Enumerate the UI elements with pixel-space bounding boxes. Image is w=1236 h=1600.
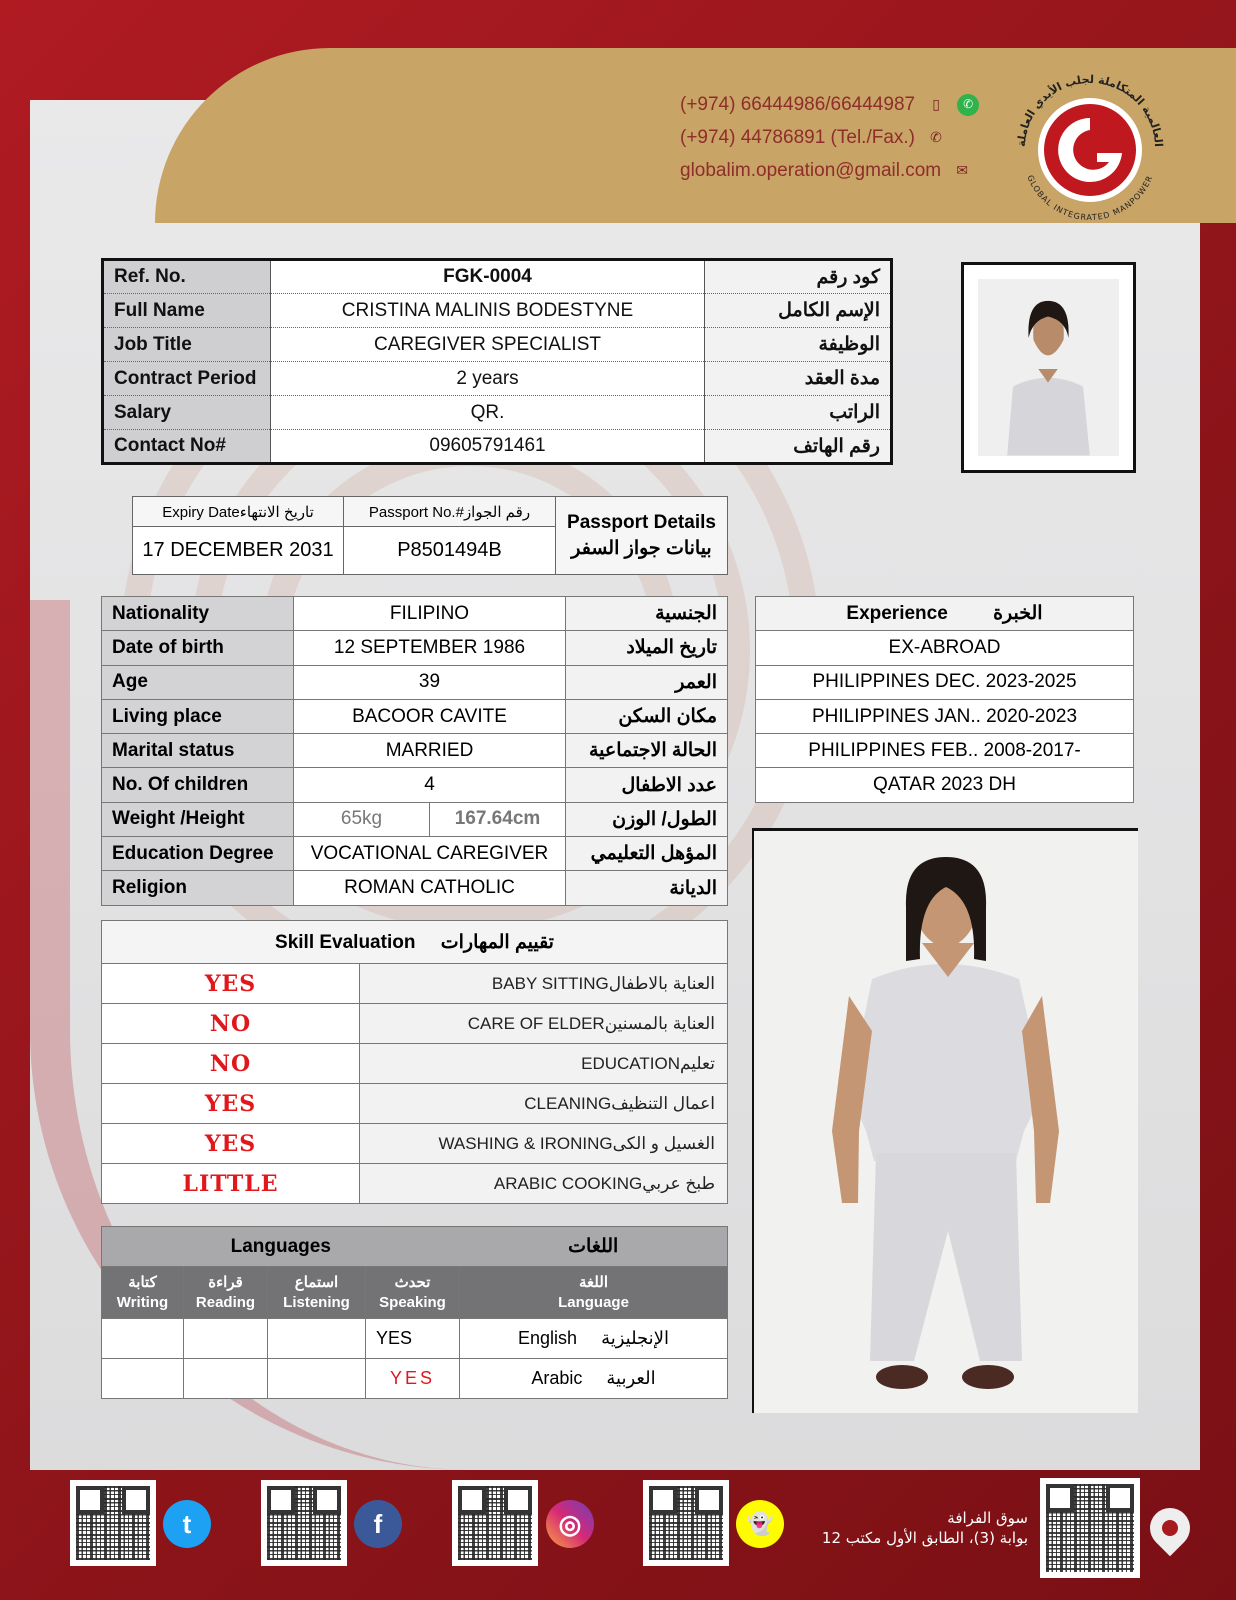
info-row [102, 665, 728, 699]
svg-text:GLOBAL INTEGRATED MANPOWER: GLOBAL INTEGRATED MANPOWER [1025, 173, 1155, 223]
detail-row [103, 396, 892, 430]
detail-value: CAREGIVER SPECIALIST [271, 328, 705, 362]
info-value: 4 [294, 768, 566, 802]
info-label: No. Of children [102, 768, 294, 802]
info-label: Education Degree [102, 837, 294, 871]
personal-info-table [101, 596, 728, 906]
detail-label-arabic: كود رقم [705, 260, 892, 294]
detail-label: Contact No# [103, 430, 271, 464]
detail-value: CRISTINA MALINIS BODESTYNE [271, 294, 705, 328]
mobile-row [680, 88, 979, 121]
detail-value: 2 years [271, 362, 705, 396]
detail-row [103, 294, 892, 328]
detail-row [103, 430, 892, 464]
detail-value: FGK-0004 [271, 260, 705, 294]
passport-number-header: Passport No.#رقم الجواز [344, 497, 556, 527]
detail-value: 09605791461 [271, 430, 705, 464]
info-value: 12 SEPTEMBER 1986 [294, 631, 566, 665]
whatsapp-icon: ✆ [957, 94, 979, 116]
skill-row [102, 1004, 728, 1044]
skill-name: CARE OF ELDERالعناية بالمسنين [360, 1004, 728, 1044]
info-row [102, 734, 728, 768]
language-col-header: اللغة Language [460, 1267, 728, 1319]
info-row [102, 631, 728, 665]
language-name: Arabic العربية [460, 1359, 728, 1399]
detail-label: Full Name [103, 294, 271, 328]
info-label: Living place [102, 699, 294, 733]
info-label-arabic: الطول/ الوزن [566, 802, 728, 836]
skill-answer: NO [102, 1004, 360, 1044]
info-value: FILIPINO [294, 597, 566, 631]
skill-name: WASHING & IRONINGالغسيل و الكى [360, 1124, 728, 1164]
email-row [680, 154, 979, 187]
info-label-arabic: تاريخ الميلاد [566, 631, 728, 665]
tel-number[interactable]: (+974) 44786891 (Tel./Fax.) [680, 127, 915, 148]
svg-text:العالمية المتكاملة لجلب الأيدي: العالمية المتكاملة لجلب الأيدي العاملة [1014, 72, 1166, 148]
skill-evaluation-table [101, 920, 728, 1204]
writing-cell [102, 1359, 184, 1399]
passport-photo [961, 262, 1136, 473]
info-label: Date of birth [102, 631, 294, 665]
info-row [102, 871, 728, 905]
experience-item: PHILIPPINES JAN.. 2020-2023 [756, 699, 1134, 733]
twitter-icon[interactable]: t [163, 1500, 211, 1548]
detail-label: Contract Period [103, 362, 271, 396]
phone-icon: ✆ [930, 129, 942, 145]
skill-answer: YES [102, 1084, 360, 1124]
detail-label: Salary [103, 396, 271, 430]
info-value: BACOOR CAVITE [294, 699, 566, 733]
expiry-header: Expiry Dateتاريخ الانتهاء [133, 497, 344, 527]
qr-code-facebook[interactable] [261, 1480, 347, 1566]
office-address: سوق الفرافة بوابة (3)، الطابق الأول مكتب 12 [821, 1509, 1028, 1547]
facebook-icon[interactable]: f [354, 1500, 402, 1548]
email-address[interactable]: globalim.operation@gmail.com [680, 160, 942, 181]
passport-table [132, 496, 728, 575]
language-row [102, 1359, 728, 1399]
detail-row [103, 328, 892, 362]
info-label-arabic: الحالة الاجتماعية [566, 734, 728, 768]
person-photo-large [754, 831, 1138, 1413]
info-label: Weight /Height [102, 802, 294, 836]
skill-answer: NO [102, 1044, 360, 1084]
skill-row [102, 1084, 728, 1124]
experience-item: EX-ABROAD [756, 631, 1134, 665]
contact-block [680, 88, 979, 187]
weight-height-value [294, 802, 566, 836]
writing-cell [102, 1319, 184, 1359]
skill-row [102, 1164, 728, 1204]
info-value: 39 [294, 665, 566, 699]
mobile-icon: ▯ [932, 96, 940, 112]
passport-details-label: Passport Details بيانات جواز السفر [556, 497, 728, 575]
detail-label-arabic: مدة العقد [705, 362, 892, 396]
info-label: Religion [102, 871, 294, 905]
skill-name: ARABIC COOKINGطبخ عربي [360, 1164, 728, 1204]
info-row [102, 837, 728, 871]
skill-answer: YES [102, 964, 360, 1004]
detail-label-arabic: الإسم الكامل [705, 294, 892, 328]
experience-row [756, 631, 1134, 665]
info-label-arabic: العمر [566, 665, 728, 699]
language-col-header: قراءة Reading [184, 1267, 268, 1319]
speaking-cell: YES [366, 1319, 460, 1359]
skill-name: EDUCATIONتعليم [360, 1044, 728, 1084]
snapchat-icon[interactable]: 👻 [736, 1500, 784, 1548]
expiry-date: 17 DECEMBER 2031 [133, 527, 344, 575]
info-label-arabic: الجنسية [566, 597, 728, 631]
reading-cell [184, 1319, 268, 1359]
info-value: VOCATIONAL CAREGIVER [294, 837, 566, 871]
main-details-table [101, 258, 893, 465]
skill-row [102, 1124, 728, 1164]
skill-row [102, 1044, 728, 1084]
info-label-arabic: عدد الاطفال [566, 768, 728, 802]
info-label: Marital status [102, 734, 294, 768]
info-label: Nationality [102, 597, 294, 631]
detail-label-arabic: الوظيفة [705, 328, 892, 362]
weight-value: 65kg [294, 803, 430, 836]
full-body-photo [752, 828, 1138, 1413]
languages-title-en: Languages [102, 1227, 460, 1267]
mobile-number[interactable]: (+974) 66444986/66444987 [680, 94, 916, 115]
info-row [102, 768, 728, 802]
experience-row [756, 699, 1134, 733]
info-label-arabic: الديانة [566, 871, 728, 905]
skill-name: BABY SITTINGالعناية بالاطفال [360, 964, 728, 1004]
experience-header: Experience الخبرة [756, 597, 1134, 631]
info-row [102, 699, 728, 733]
skill-name: CLEANINGاعمال التنظيف [360, 1084, 728, 1124]
qr-code-instagram[interactable] [452, 1480, 538, 1566]
qr-code-snapchat[interactable] [643, 1480, 729, 1566]
tel-row [680, 121, 979, 154]
instagram-icon[interactable]: ◎ [546, 1500, 594, 1548]
height-value: 167.64cm [454, 808, 541, 830]
envelope-icon: ✉ [956, 162, 968, 178]
detail-row [103, 362, 892, 396]
detail-row [103, 260, 892, 294]
info-label-arabic: مكان السكن [566, 699, 728, 733]
weight-height-row [102, 802, 728, 836]
company-logo [1005, 58, 1175, 223]
languages-table [101, 1226, 728, 1399]
language-name: English الإنجليزية [460, 1319, 728, 1359]
detail-label-arabic: الراتب [705, 396, 892, 430]
info-value: ROMAN CATHOLIC [294, 871, 566, 905]
detail-label: Ref. No. [103, 260, 271, 294]
listening-cell [268, 1359, 366, 1399]
skill-answer: YES [102, 1124, 360, 1164]
reading-cell [184, 1359, 268, 1399]
qr-code-twitter[interactable] [70, 1480, 156, 1566]
language-col-header: كتابة Writing [102, 1267, 184, 1319]
info-label: Age [102, 665, 294, 699]
info-value: MARRIED [294, 734, 566, 768]
skill-answer: LITTLE [102, 1164, 360, 1204]
experience-item: PHILIPPINES FEB.. 2008-2017- [756, 734, 1134, 768]
skill-row [102, 964, 728, 1004]
experience-row [756, 768, 1134, 802]
skill-header: Skill Evaluation تقييم المهارات [102, 921, 728, 964]
experience-item: PHILIPPINES DEC. 2023-2025 [756, 665, 1134, 699]
experience-table [755, 596, 1134, 803]
language-col-header: تحدث Speaking [366, 1267, 460, 1319]
experience-row [756, 665, 1134, 699]
detail-label: Job Title [103, 328, 271, 362]
detail-label-arabic: رقم الهاتف [705, 430, 892, 464]
language-col-header: استماع Listening [268, 1267, 366, 1319]
experience-row [756, 734, 1134, 768]
listening-cell [268, 1319, 366, 1359]
detail-value: QR. [271, 396, 705, 430]
passport-number: P8501494B [344, 527, 556, 575]
speaking-cell: YES [366, 1359, 460, 1399]
info-row [102, 597, 728, 631]
language-row [102, 1319, 728, 1359]
languages-title-ar: اللغات [460, 1227, 728, 1267]
qr-code-location[interactable] [1040, 1478, 1140, 1578]
person-photo-small [978, 279, 1119, 456]
info-label-arabic: المؤهل التعليمي [566, 837, 728, 871]
experience-item: QATAR 2023 DH [756, 768, 1134, 802]
